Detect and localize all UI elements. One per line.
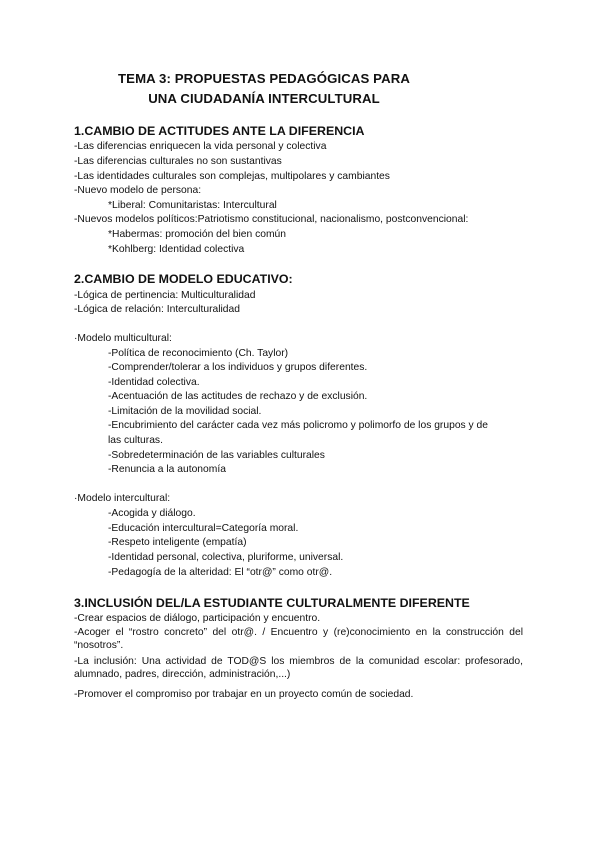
multicultural-item: -Identidad colectiva. [108, 377, 200, 388]
section-1-line: -Las identidades culturales son complejas, multipolares y cambiantes [74, 171, 390, 182]
section-1-subline: *Habermas: promoción del bien común [108, 229, 286, 240]
multicultural-item: -Limitación de la movilidad social. [108, 406, 262, 417]
section-1-heading: 1.CAMBIO DE ACTITUDES ANTE LA DIFERENCIA [74, 124, 365, 138]
multicultural-item: -Sobredeterminación de las variables culturales [108, 450, 325, 461]
intercultural-item: -Respeto inteligente (empatía) [108, 537, 247, 548]
section-1-line: -Las diferencias enriquecen la vida personal y colectiva [74, 141, 327, 152]
intercultural-item: -Pedagogía de la alteridad: El “otr@” como otr@. [108, 567, 333, 578]
section-3-heading: 3.INCLUSIÓN DEL/LA ESTUDIANTE CULTURALMENTE DIFERENTE [74, 596, 470, 610]
multicultural-item: -Encubrimiento del carácter cada vez más policromo y polimorfo de los grupos y de [108, 420, 489, 431]
section-3-paragraph: -La inclusión: Una actividad de TOD@S los miembros de la comunidad escolar: profesorado, alumnado, padres, dirección, administración,...) [74, 656, 523, 680]
intercultural-item: -Educación intercultural=Categoría moral. [108, 523, 299, 534]
multicultural-item: -Acentuación de las actitudes de rechazo y de exclusión. [108, 391, 368, 402]
section-1-line: -Las diferencias culturales no son sustantivas [74, 156, 282, 167]
intercultural-item: -Acogida y diálogo. [108, 508, 196, 519]
section-2-heading: 2.CAMBIO DE MODELO EDUCATIVO: [74, 272, 293, 286]
document-title-line-2: UNA CIUDADANÍA INTERCULTURAL [148, 91, 380, 106]
section-3-paragraph: -Acoger el “rostro concreto” del otr@. / Encuentro y (re)conocimiento en la construcción del “nosotros”. [74, 627, 523, 651]
multicultural-model-label: ·Modelo multicultural: [74, 333, 172, 344]
intercultural-model-label: ·Modelo intercultural: [74, 493, 171, 504]
multicultural-item: -Renuncia a la autonomía [108, 464, 226, 475]
multicultural-item-continuation: las culturas. [108, 435, 163, 446]
section-1-subline: *Liberal: Comunitaristas: Intercultural [108, 200, 277, 211]
multicultural-item: -Comprender/tolerar a los individuos y grupos diferentes. [108, 362, 368, 373]
section-2-line: -Lógica de relación: Interculturalidad [74, 304, 240, 315]
document-title-line-1: TEMA 3: PROPUESTAS PEDAGÓGICAS PARA [118, 71, 410, 86]
section-3-line: -Crear espacios de diálogo, participación y encuentro. [74, 613, 321, 624]
intercultural-item: -Identidad personal, colectiva, pluriforme, universal. [108, 552, 344, 563]
multicultural-item: -Política de reconocimiento (Ch. Taylor) [108, 348, 289, 359]
section-3-line: -Promover el compromiso por trabajar en un proyecto común de sociedad. [74, 689, 414, 700]
section-1-subline: *Kohlberg: Identidad colectiva [108, 244, 245, 255]
section-1-line: -Nuevos modelos políticos:Patriotismo constitucional, nacionalismo, postconvencional: [74, 214, 469, 225]
section-1-line: -Nuevo modelo de persona: [74, 185, 202, 196]
section-2-line: -Lógica de pertinencia: Multiculturalidad [74, 290, 256, 301]
